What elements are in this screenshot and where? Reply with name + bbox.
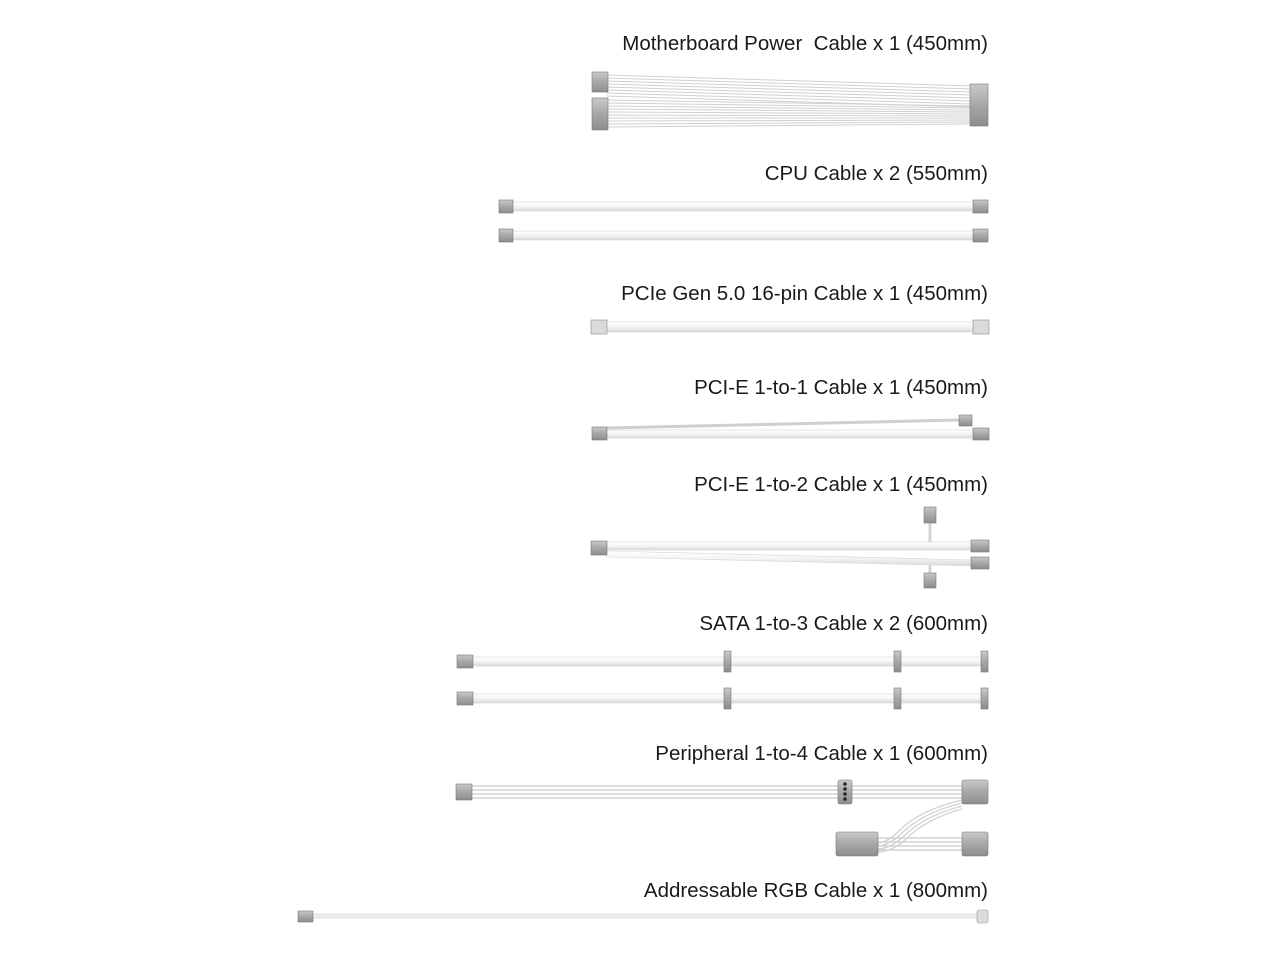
pcie5-connector-right xyxy=(973,320,989,334)
argb-cable-wire xyxy=(312,914,978,918)
cpu-cable-2-connector-left xyxy=(499,229,513,242)
pcie-1to2-connector-top xyxy=(924,507,936,523)
motherboard-bundle-top xyxy=(606,75,972,107)
peripheral-wires-main xyxy=(470,786,838,798)
cpu-cable-2-connector-right xyxy=(973,229,988,242)
peripheral-cable xyxy=(456,780,988,856)
motherboard-connector-right xyxy=(970,84,988,126)
sata-cable-2 xyxy=(457,688,988,709)
pcie-1to1-connector-left xyxy=(592,427,607,440)
pcie-1to2-connector-bottom xyxy=(924,573,936,588)
motherboard-cable-label: Motherboard Power Cable x 1 (450mm) xyxy=(622,32,988,55)
pcie-1to2-sleeve-bottom xyxy=(606,551,972,566)
sata-cable-1-plug-1 xyxy=(724,651,731,672)
argb-connector-left xyxy=(298,911,313,922)
motherboard-cable xyxy=(592,72,988,130)
pcie-1to1-branch xyxy=(606,420,960,428)
cpu-cable-1-sleeve xyxy=(512,202,974,211)
sata-cable-2-plug-1 xyxy=(724,688,731,709)
argb-cable xyxy=(298,910,988,923)
pcie-1to2-connector-left xyxy=(591,541,607,555)
argb-cable-label: Addressable RGB Cable x 1 (800mm) xyxy=(643,879,988,902)
peripheral-molex-left-bottom xyxy=(836,832,878,856)
pcie-1to2-cable-label: PCI-E 1-to-2 Cable x 1 (450mm) xyxy=(694,473,988,496)
argb-connector-right xyxy=(977,910,988,923)
pcie5-connector-left xyxy=(591,320,607,334)
cpu-cable xyxy=(499,200,988,242)
motherboard-connector-left-bottom xyxy=(592,98,608,130)
sata-cable-1-connector-psu xyxy=(457,655,473,668)
pcie-1to2-connector-right-b xyxy=(971,557,989,569)
cpu-cable-2-sleeve xyxy=(512,231,974,240)
sata-cable xyxy=(457,651,988,709)
sata-cable-1-plug-3 xyxy=(981,651,988,672)
sata-cable-label: SATA 1-to-3 Cable x 2 (600mm) xyxy=(699,612,988,635)
sata-cable-1 xyxy=(457,651,988,672)
pcie5-cable-sleeve xyxy=(606,322,974,332)
cpu-cable-1-connector-right xyxy=(973,200,988,213)
motherboard-connector-left-top xyxy=(592,72,608,92)
peripheral-molex-right-top xyxy=(962,780,988,804)
pcie-1to1-connector-right xyxy=(973,428,989,440)
peripheral-connector-psu xyxy=(456,784,472,800)
pcie5-cable xyxy=(591,320,989,334)
pcie-1to1-connector-pigtail xyxy=(959,415,972,426)
pcie-1to1-sleeve xyxy=(606,430,974,438)
peripheral-molex-right-bottom xyxy=(962,832,988,856)
pcie-1to2-sleeve-top xyxy=(606,542,972,550)
pcie5-cable-label: PCIe Gen 5.0 16-pin Cable x 1 (450mm) xyxy=(621,282,988,305)
motherboard-bundle-bottom xyxy=(606,100,972,127)
peripheral-wires-upper xyxy=(852,786,962,798)
pcie-1to2-cable xyxy=(591,507,989,588)
cpu-cable-label: CPU Cable x 2 (550mm) xyxy=(764,162,988,185)
sata-cable-2-plug-2 xyxy=(894,688,901,709)
pcie-1to1-cable xyxy=(592,415,989,440)
peripheral-cable-label: Peripheral 1-to-4 Cable x 1 (600mm) xyxy=(655,742,988,765)
sata-cable-1-plug-2 xyxy=(894,651,901,672)
sata-cable-2-connector-psu xyxy=(457,692,473,705)
peripheral-wires-lower xyxy=(878,800,962,852)
pcie-1to1-cable-label: PCI-E 1-to-1 Cable x 1 (450mm) xyxy=(694,376,988,399)
pcie-1to2-connector-right-a xyxy=(971,540,989,552)
cpu-cable-1-connector-left xyxy=(499,200,513,213)
sata-cable-2-plug-3 xyxy=(981,688,988,709)
